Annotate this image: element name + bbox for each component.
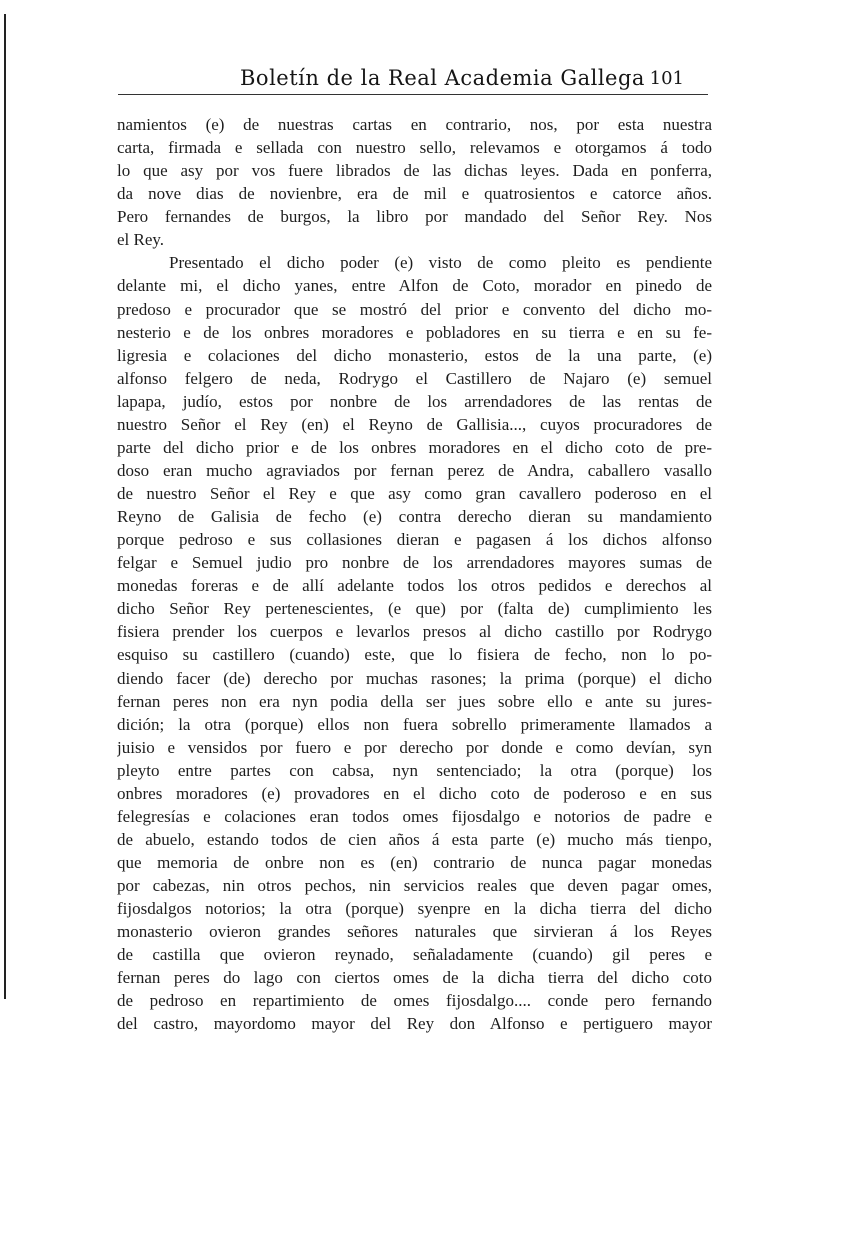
text-line: esquiso su castillero (cuando) este, que lo fisiera de fecho, non lo po- [117, 645, 712, 665]
body-text [117, 113, 712, 1036]
text-line: Presentado el dicho poder (e) visto de como pleito es pendiente [169, 253, 712, 273]
text-line: Pero fernandes de burgos, la libro por mandado del Señor Rey. Nos [117, 207, 712, 227]
text-line: namientos (e) de nuestras cartas en contrario, nos, por esta nuestra [117, 115, 712, 134]
text-line: doso eran mucho agraviados por fernan perez de Andra, caballero vasallo [117, 460, 712, 480]
text-line: da nove dias de novienbre, era de mil e quatrosientos e catorce años. [117, 184, 712, 204]
text-line: lo que asy por vos fuere librados de las dichas leyes. Dada en ponferra, [117, 161, 712, 181]
text-line: felgar e Semuel judio pro nonbre de los arrendadores mayores sumas de [117, 553, 712, 573]
text-line: que memoria de onbre non es (en) contrario de nunca pagar monedas [117, 853, 712, 872]
text-line: Reyno de Galisia de fecho (e) contra derecho dieran su mandamiento [117, 507, 712, 527]
text-line: lapapa, judío, estos por nonbre de los arrendadores de las rentas de [117, 391, 712, 411]
text-line: ligresia e colaciones del dicho monasterio, estos de la una parte, (e) [117, 345, 712, 365]
text-line: fijosdalgos notorios; la otra (porque) syenpre en la dicha tierra del dicho [117, 899, 712, 919]
text-line: el Rey. [117, 230, 165, 250]
text-line: monedas foreras e de allí adelante todos los otros pedidos e derechos al [117, 576, 712, 596]
text-line: carta, firmada e sellada con nuestro sello, relevamos e otorgamos á todo [117, 138, 712, 158]
text-line: juisio e vensidos por fuero e por derecho por donde e como devían, syn [117, 737, 712, 757]
text-line: parte del dicho prior e de los onbres moradores en el dicho coto de pre- [117, 437, 712, 457]
text-line: fernan peres do lago con ciertos omes de la dicha tierra del dicho coto [117, 968, 712, 988]
text-line: fernan peres non era nyn podia della ser jues sobre ello e ante su jures- [117, 691, 712, 711]
header-rule [118, 94, 708, 95]
text-line: de nuestro Señor el Rey e que asy como gran cavallero poderoso en el [117, 484, 712, 503]
text-line: monasterio ovieron grandes señores naturales que sirvieran á los Reyes [117, 922, 712, 942]
text-line: nuestro Señor el Rey (en) el Reyno de Gallisia..., cuyos procuradores de [117, 414, 712, 434]
text-line: de abuelo, estando todos de cien años á esta parte (e) mucho más tienpo, [117, 829, 712, 849]
binding-edge [4, 14, 6, 999]
text-line: fisiera prender los cuerpos e levarlos presos al dicho castillo por Rodrygo [117, 622, 712, 642]
text-line: pleyto entre partes con cabsa, nyn sentenciado; la otra (porque) los [117, 760, 712, 780]
text-line: nesterio e de los onbres moradores e pobladores en su tierra e en su fe- [117, 322, 712, 342]
text-line: predoso e procurador que se mostró del prior e convento del dicho mo- [117, 299, 712, 319]
text-line: del castro, mayordomo mayor del Rey don Alfonso e pertiguero mayor [117, 1014, 712, 1034]
text-line: felegresías e colaciones eran todos omes fijosdalgo e notorios de padre e [117, 806, 712, 826]
text-line: alfonso felgero de neda, Rodrygo el Castillero de Najaro (e) semuel [117, 368, 712, 388]
text-line: dición; la otra (porque) ellos non fuera sobrello primeramente llamados a [117, 714, 712, 734]
page-number: 101 [649, 68, 684, 89]
journal-title: Boletín de la Real Academia Gallega [240, 66, 645, 90]
text-line: porque pedroso e sus collasiones dieran e pagasen á los dichos alfonso [117, 530, 712, 550]
text-line: de pedroso en repartimiento de omes fijosdalgo.... conde pero fernando [117, 991, 712, 1011]
running-header [118, 64, 708, 94]
text-line: dicho Señor Rey pertenescientes, (e que) por (falta de) cumplimiento les [117, 599, 712, 619]
text-line: onbres moradores (e) provadores en el dicho coto de poderoso e en sus [117, 783, 712, 803]
text-line: de castilla que ovieron reynado, señaladamente (cuando) gil peres e [117, 945, 712, 965]
text-line: diendo facer (de) derecho por muchas rasones; la prima (porque) el dicho [117, 668, 712, 688]
text-line: por cabezas, nin otros pechos, nin servicios reales que deven pagar omes, [117, 876, 712, 896]
text-line: delante mi, el dicho yanes, entre Alfon de Coto, morador en pinedo de [117, 276, 712, 296]
